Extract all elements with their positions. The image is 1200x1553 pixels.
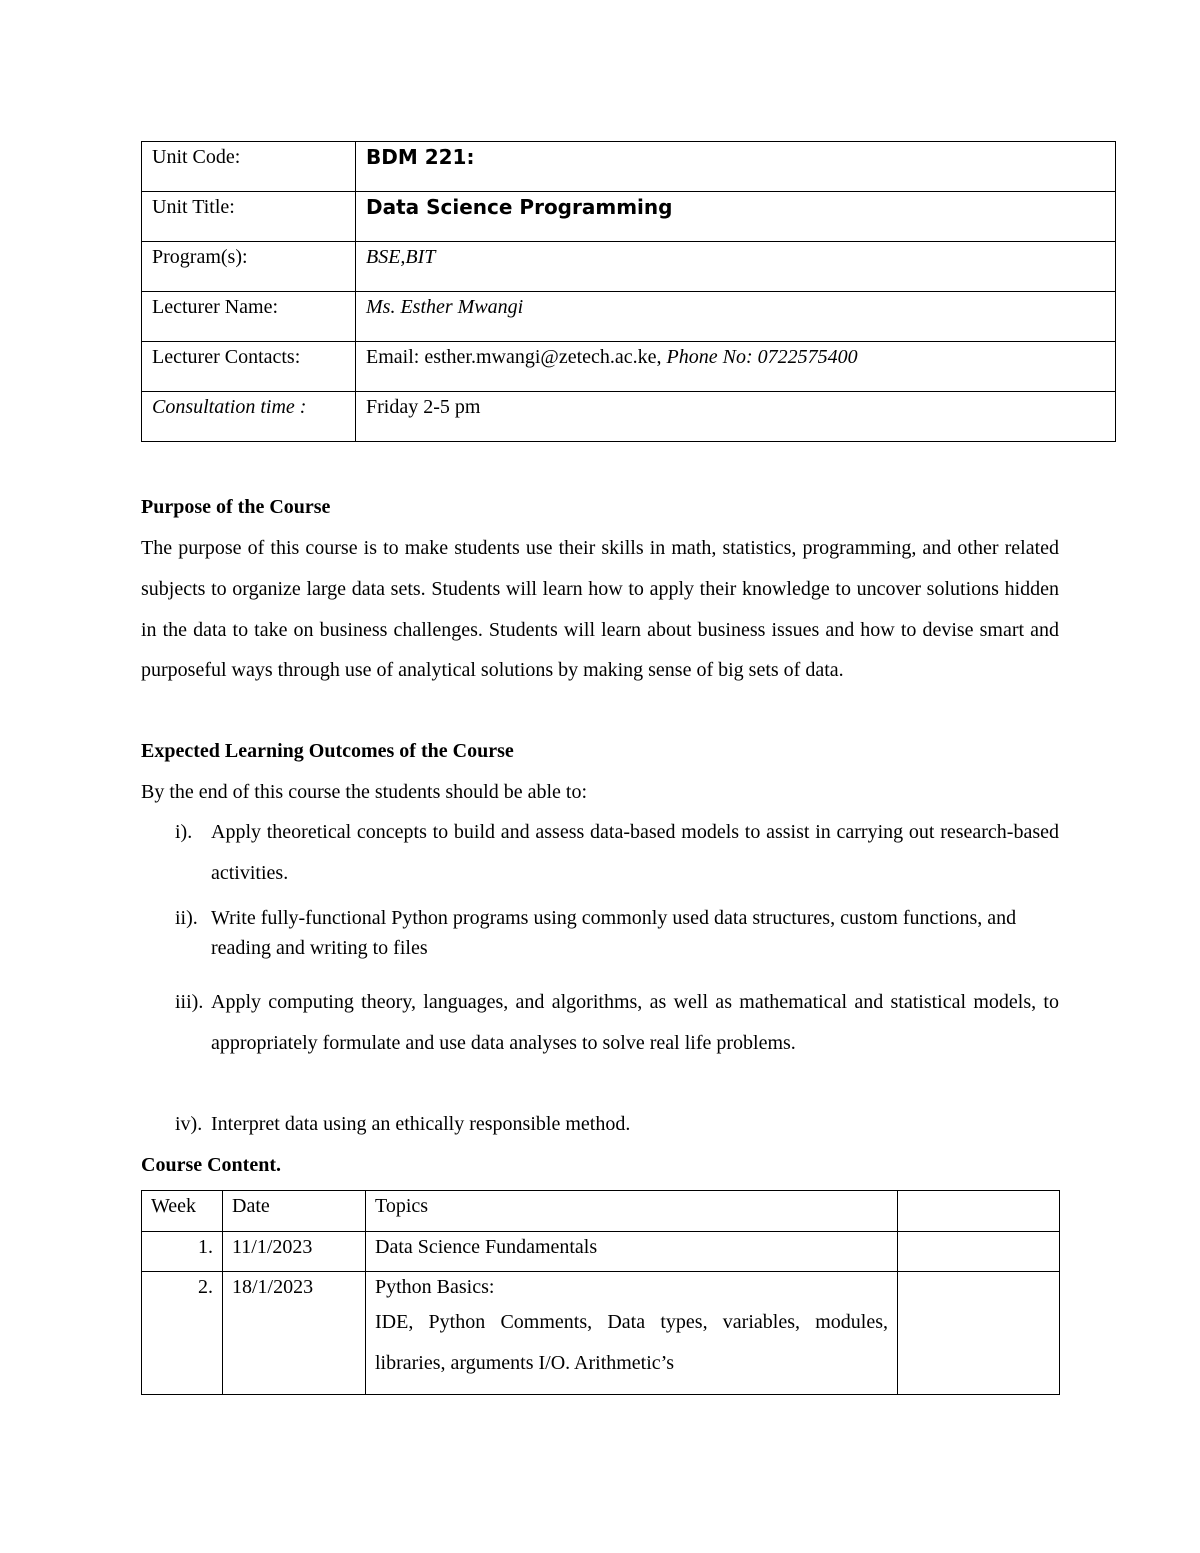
- outcomes-heading: Expected Learning Outcomes of the Course: [141, 740, 514, 762]
- outcome-item: [141, 812, 1059, 894]
- lecturer-phone: Phone No: 0722575400: [666, 346, 858, 368]
- purpose-paragraph: The purpose of this course is to make students use their skills in math, statistics, programming, and other related subjects to organize large data sets. Students will learn how to apply their knowledge to uncover solutions hidden in the data to take on business challenges. Students will learn about business issues and how to devise smart and purposeful ways through use of analytical solutions by making sense of big sets of data.: [141, 537, 1059, 682]
- outcome-item: [141, 903, 1059, 963]
- table-row: [142, 242, 1116, 292]
- extra-cell: [898, 1272, 1060, 1395]
- outcome-text: Apply computing theory, languages, and algorithms, as well as mathematical and statistical models, to appropriately formulate and use data analyses to solve real life problems.: [211, 991, 1059, 1054]
- outcome-item: [141, 982, 1059, 1064]
- lecturer-name-value: Ms. Esther Mwangi: [356, 292, 1116, 342]
- week-cell: 1.: [142, 1232, 223, 1272]
- lecturer-contacts-value: [356, 342, 1116, 392]
- outcome-text: Write fully-functional Python programs using commonly used data structures, custom functions, and reading and writing to files: [211, 907, 1017, 959]
- lecturer-name-label: Lecturer Name:: [142, 292, 356, 342]
- topic-detail: IDE, Python Comments, Data types, variables, modules, libraries, arguments I/O. Arithmetic’s: [375, 1311, 888, 1374]
- table-row: [142, 192, 1116, 242]
- table-header-row: [142, 1191, 1060, 1232]
- consultation-time-value: Friday 2-5 pm: [356, 392, 1116, 442]
- column-header-topics: Topics: [366, 1191, 898, 1232]
- table-row: [142, 392, 1116, 442]
- outcome-number: iv).: [175, 1113, 203, 1135]
- outcome-item: [141, 1109, 1059, 1139]
- lecturer-email: Email: esther.mwangi@zetech.ac.ke,: [366, 346, 662, 368]
- week-cell: 2.: [142, 1272, 223, 1395]
- column-header-blank: [898, 1191, 1060, 1232]
- lecturer-contacts-label: Lecturer Contacts:: [142, 342, 356, 392]
- topic-cell: [366, 1232, 898, 1272]
- unit-code-value: BDM 221:: [356, 142, 1116, 192]
- extra-cell: [898, 1232, 1060, 1272]
- table-row: [142, 1232, 1060, 1272]
- outcome-number: i).: [175, 821, 193, 843]
- programs-label: Program(s):: [142, 242, 356, 292]
- course-content-heading: Course Content.: [141, 1154, 281, 1176]
- outcome-number: ii).: [175, 907, 198, 929]
- table-row: [142, 142, 1116, 192]
- purpose-heading: Purpose of the Course: [141, 496, 331, 518]
- programs-value: BSE,BIT: [356, 242, 1116, 292]
- topic-title: Python Basics:: [375, 1276, 495, 1298]
- date-cell: 11/1/2023: [223, 1232, 366, 1272]
- column-header-week: Week: [142, 1191, 223, 1232]
- date-cell: 18/1/2023: [223, 1272, 366, 1395]
- outcome-number: iii).: [175, 991, 204, 1013]
- unit-info-table: [141, 141, 1116, 442]
- outcome-text: Apply theoretical concepts to build and assess data-based models to assist in carrying out research-based activities.: [211, 821, 1059, 884]
- unit-code-label: Unit Code:: [142, 142, 356, 192]
- table-row: [142, 342, 1116, 392]
- course-content-table: [141, 1190, 1060, 1395]
- column-header-date: Date: [223, 1191, 366, 1232]
- outcome-text: Interpret data using an ethically responsible method.: [211, 1113, 631, 1135]
- unit-title-value: Data Science Programming: [356, 192, 1116, 242]
- outcomes-intro: By the end of this course the students should be able to:: [141, 781, 588, 803]
- topic-cell: [366, 1272, 898, 1395]
- table-row: [142, 1272, 1060, 1395]
- consultation-time-label: Consultation time :: [142, 392, 356, 442]
- unit-title-label: Unit Title:: [142, 192, 356, 242]
- table-row: [142, 292, 1116, 342]
- topic-title: Data Science Fundamentals: [375, 1236, 598, 1258]
